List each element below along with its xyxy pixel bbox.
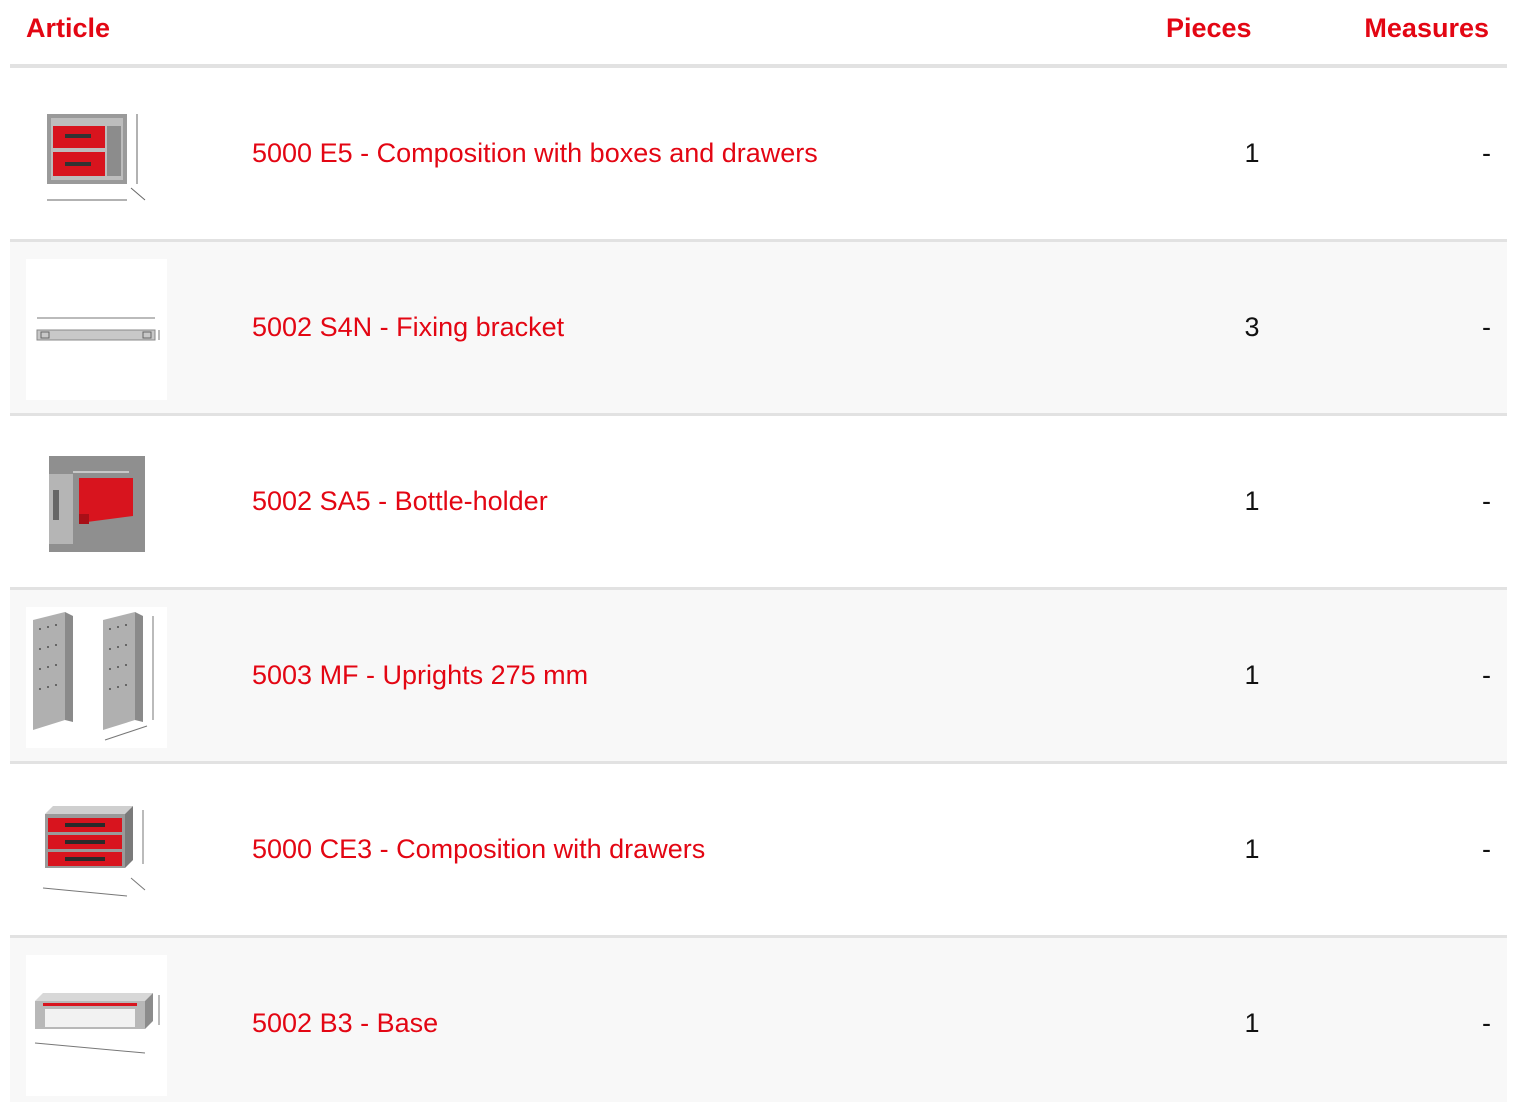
fixing-bracket-image[interactable] [26, 259, 167, 400]
cabinet-with-boxes-and-drawers-image[interactable] [26, 85, 167, 226]
measures-value: - [1482, 660, 1491, 690]
measures-value: - [1482, 1008, 1491, 1038]
column-header-pieces: Pieces [1166, 13, 1252, 43]
measures-value: - [1482, 138, 1491, 168]
article-link[interactable]: 5000 CE3 - Composition with drawers [252, 834, 706, 864]
measures-value: - [1482, 486, 1491, 516]
article-link[interactable]: 5002 SA5 - Bottle-holder [252, 486, 548, 516]
table-header [0, 0, 1513, 64]
table-row [10, 416, 1507, 590]
pieces-value: 1 [1244, 138, 1260, 168]
measures-value: - [1482, 834, 1491, 864]
article-link[interactable]: 5000 E5 - Composition with boxes and drawers [252, 138, 818, 168]
pieces-value: 1 [1244, 660, 1260, 690]
column-header-measures: Measures [1364, 13, 1489, 43]
table-row [10, 242, 1507, 416]
article-link[interactable]: 5003 MF - Uprights 275 mm [252, 660, 589, 690]
table-row [10, 590, 1507, 764]
article-link[interactable]: 5002 S4N - Fixing bracket [252, 312, 565, 342]
base-image[interactable] [26, 955, 167, 1096]
composition-with-drawers-image[interactable] [26, 781, 167, 922]
article-link[interactable]: 5002 B3 - Base [252, 1008, 439, 1038]
pieces-value: 1 [1244, 486, 1260, 516]
bottle-holder-image[interactable] [26, 433, 167, 574]
pieces-value: 1 [1244, 834, 1260, 864]
article-table [10, 68, 1507, 1102]
uprights-image[interactable] [26, 607, 167, 748]
pieces-value: 1 [1244, 1008, 1260, 1038]
measures-value: - [1482, 312, 1491, 342]
pieces-value: 3 [1244, 312, 1260, 342]
table-row [10, 938, 1507, 1102]
table-row [10, 764, 1507, 938]
column-header-article: Article [26, 13, 111, 43]
table-row [10, 68, 1507, 242]
